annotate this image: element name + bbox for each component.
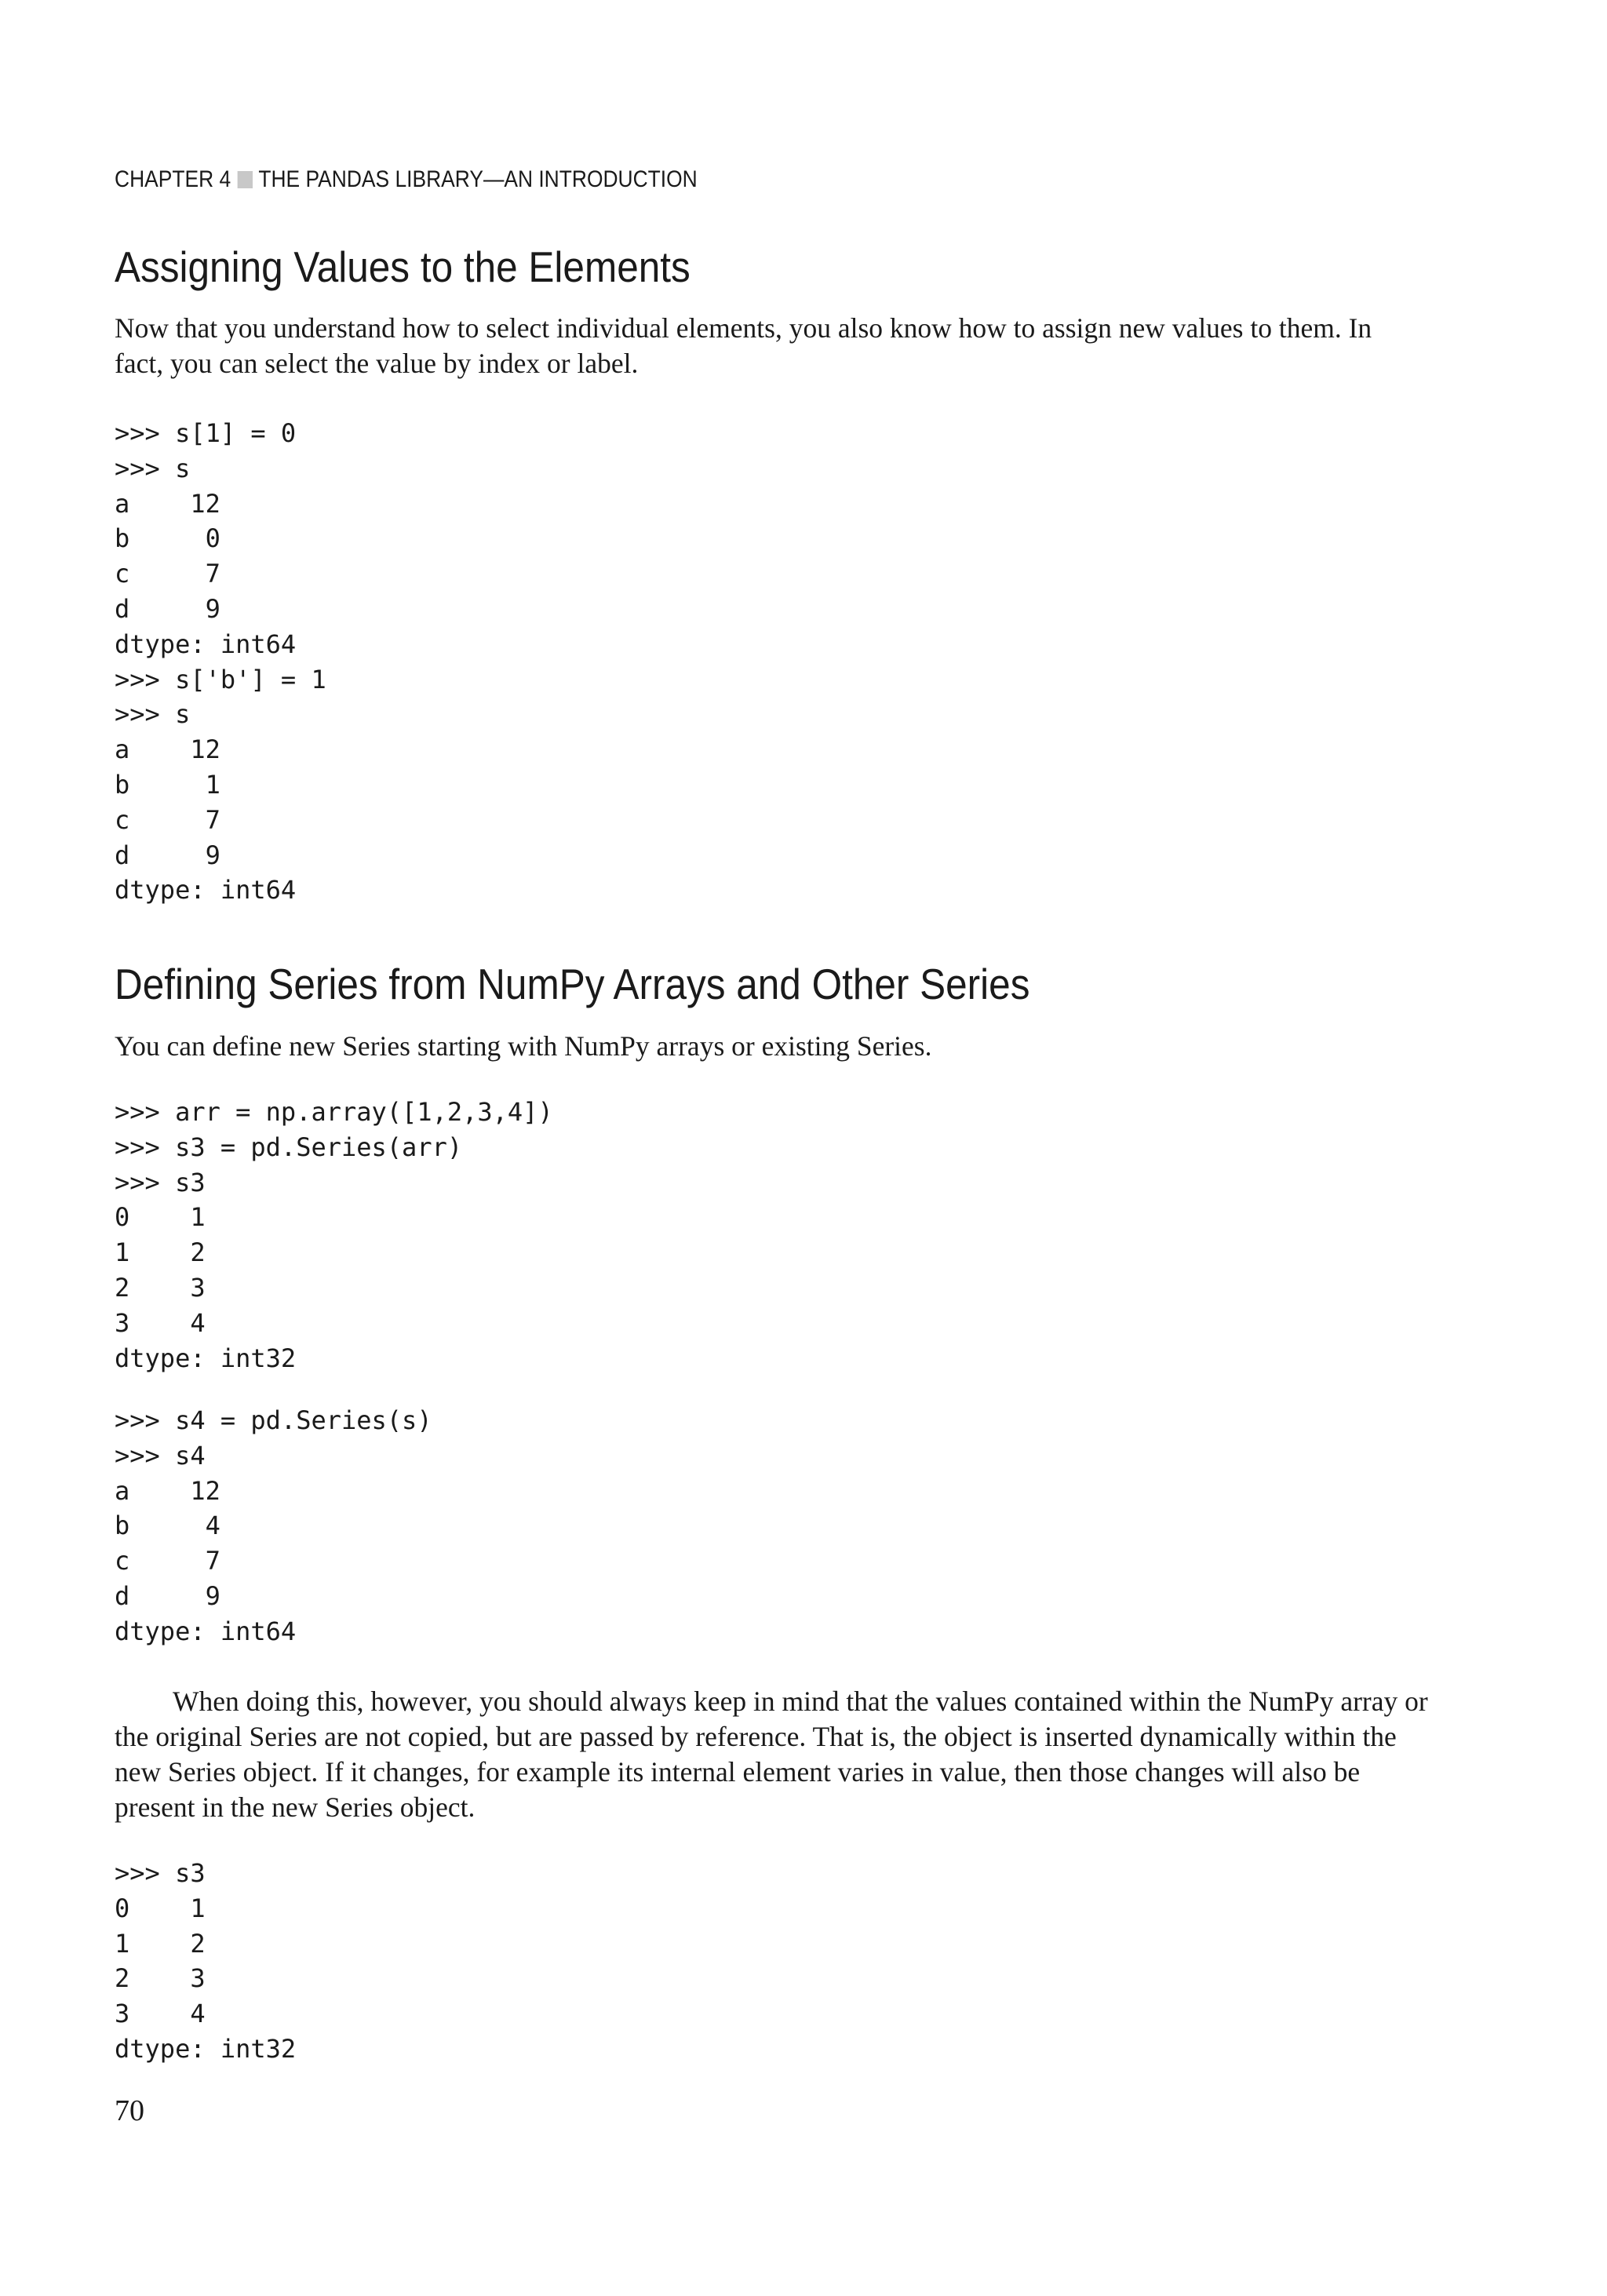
code-block-assign: >>> s[1] = 0 >>> s a 12 b 0 c 7 d 9 dtype: int64 >>> s['b'] = 1 >>> s a 12 b 1 c 7 d 9 dtype: int64 xyxy=(115,418,326,906)
square-separator-icon xyxy=(238,171,253,188)
code-block-series-from-series: >>> s4 = pd.Series(s) >>> s4 a 12 b 4 c 7 d 9 dtype: int64 xyxy=(115,1405,432,1646)
running-head-chapter: CHAPTER 4 xyxy=(115,166,231,192)
code-block-s3-display: >>> s3 0 1 1 2 2 3 3 4 dtype: int32 xyxy=(115,1858,297,2064)
section-heading-defining-series: Defining Series from NumPy Arrays and Other Series xyxy=(115,960,1030,1008)
running-head-title: THE PANDAS LIBRARY—AN INTRODUCTION xyxy=(258,166,698,192)
code-block-numpy-array: >>> arr = np.array([1,2,3,4]) >>> s3 = pd.Series(arr) >>> s3 0 1 1 2 2 3 3 4 dtype: int32 xyxy=(115,1097,553,1373)
intro-paragraph-assigning: Now that you understand how to select individual elements, you also know how to assign new values to them. In fact, you can select the value by index or label. xyxy=(115,312,1372,379)
section-heading-assigning-values: Assigning Values to the Elements xyxy=(115,242,691,291)
page-number: 70 xyxy=(115,2094,144,2127)
running-head xyxy=(115,166,698,193)
intro-paragraph-defining: You can define new Series starting with NumPy arrays or existing Series. xyxy=(115,1030,932,1062)
reference-paragraph: When doing this, however, you should always keep in mind that the values contained within the NumPy array or the original Series are not copied, but are passed by reference. That is, the object is inserted dynamically within the new Series object. If it changes, for example its internal element varies in value, then those changes will also be present in the new Series object. xyxy=(115,1686,1428,1823)
